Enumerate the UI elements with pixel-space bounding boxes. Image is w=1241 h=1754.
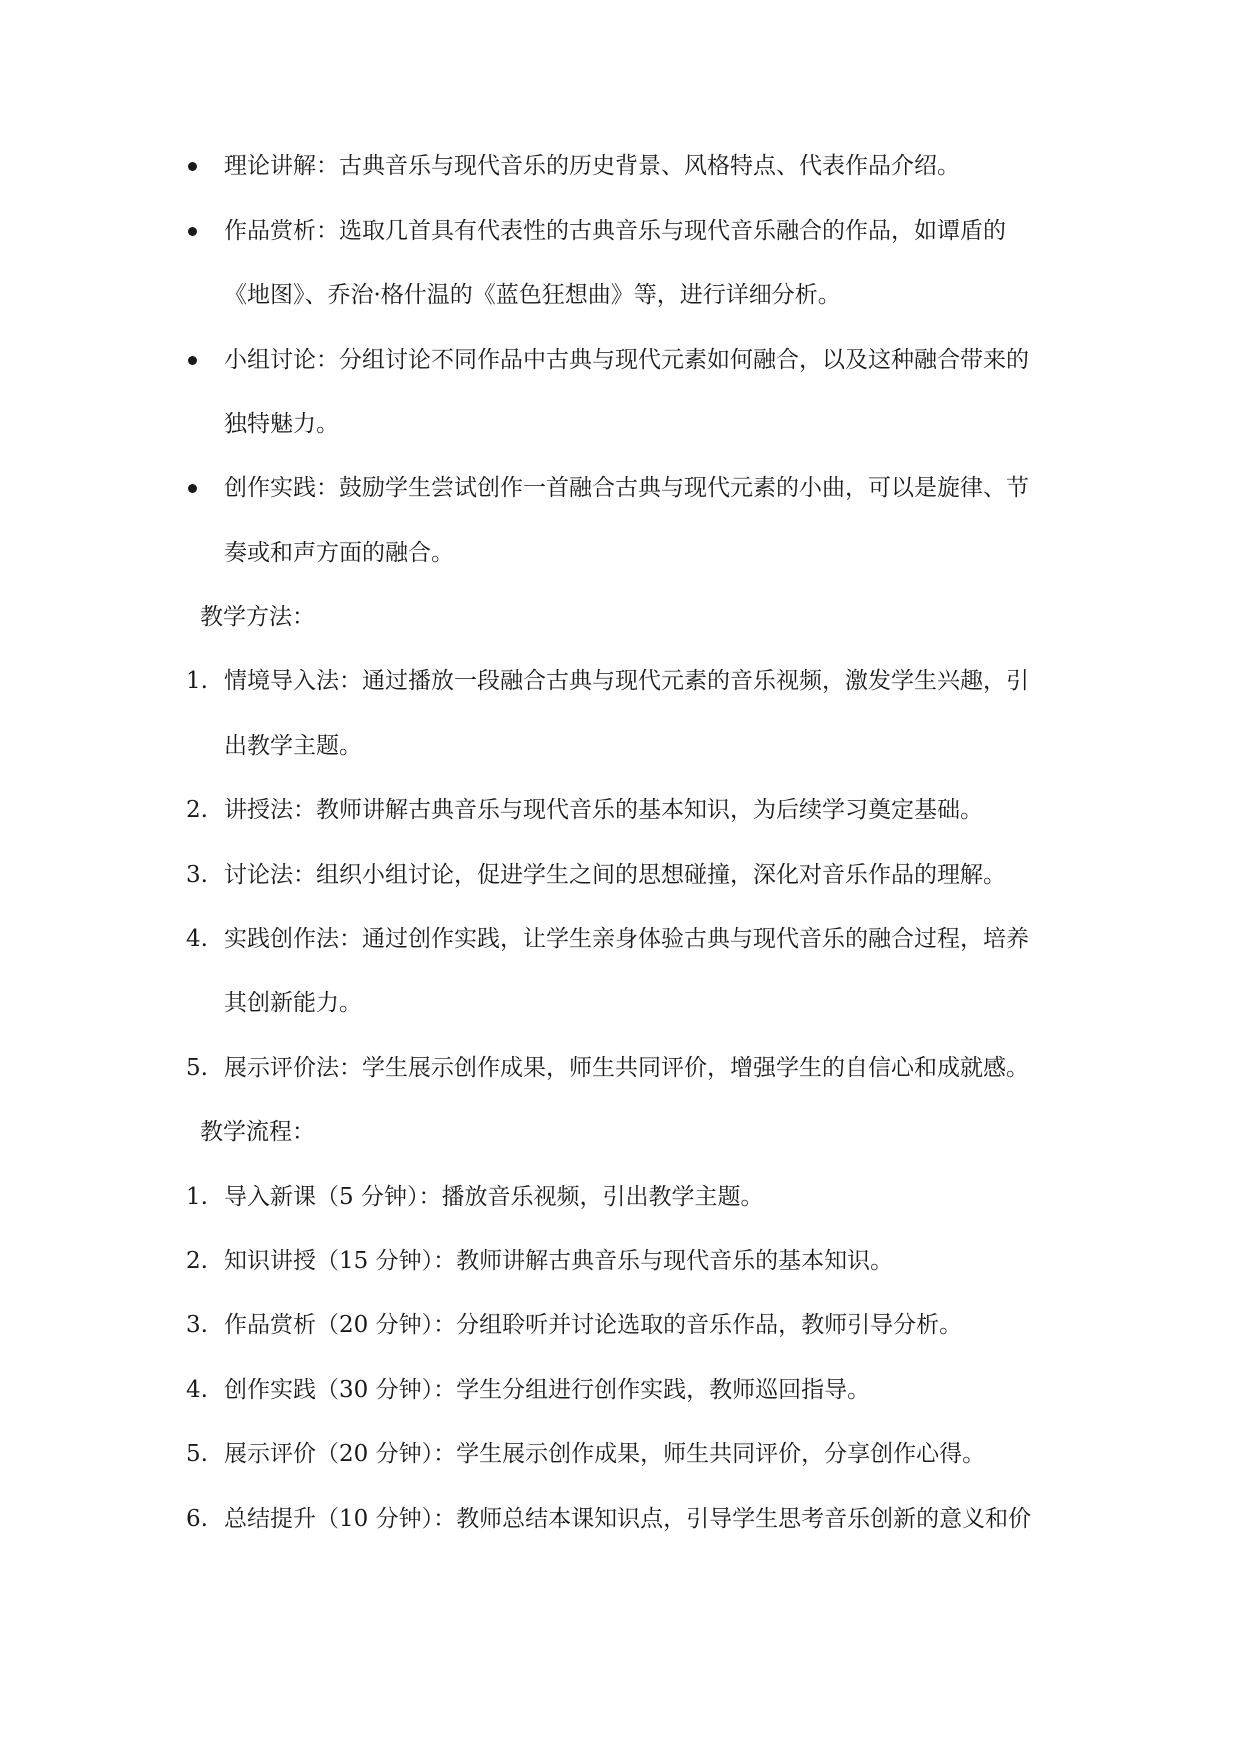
list-item [0,855,1241,895]
list-continuation [0,983,1241,1023]
bullet-text: 小组讨论：分组讨论不同作品中古典与现代元素如何融合，以及这种融合带来的 [224,347,1029,373]
list-number: 4. [186,1377,208,1403]
list-item [0,1177,1241,1217]
bullet-text: 独特魅力。 [224,411,339,437]
heading-text: 教学流程： [200,1119,315,1145]
list-text: 其创新能力。 [224,990,362,1016]
list-item [0,1305,1241,1345]
list-text: 总结提升（10 分钟）：教师总结本课知识点，引导学生思考音乐创新的意义和价 [224,1506,1032,1532]
list-text: 讲授法：教师讲解古典音乐与现代音乐的基本知识，为后续学习奠定基础。 [224,797,983,823]
bullet-text: 作品赏析：选取几首具有代表性的古典音乐与现代音乐融合的作品，如谭盾的 [224,218,1006,244]
section-heading-methods [0,597,1241,637]
list-item [0,790,1241,830]
list-item [0,1370,1241,1410]
list-number: 1. [186,1184,208,1210]
bullet-item [0,146,1241,186]
list-text: 导入新课（5 分钟）：播放音乐视频，引出教学主题。 [224,1184,764,1210]
list-number: 1. [186,668,208,694]
bullet-continuation [0,275,1241,315]
list-number: 2. [186,797,208,823]
list-number: 4. [186,926,208,952]
bullet-text: 奏或和声方面的融合。 [224,540,454,566]
list-text: 展示评价（20 分钟）：学生展示创作成果，师生共同评价，分享创作心得。 [224,1441,986,1467]
list-text: 出教学主题。 [224,733,362,759]
list-item [0,919,1241,959]
list-item [0,1241,1241,1281]
bullet-continuation [0,533,1241,573]
bullet-item [0,468,1241,508]
bullet-continuation [0,404,1241,444]
bullet-text: 《地图》、乔治·格什温的《蓝色狂想曲》等，进行详细分析。 [224,282,841,308]
bullet-icon [188,227,197,236]
bullet-icon [188,356,197,365]
list-item [0,1434,1241,1474]
bullet-icon [188,484,197,493]
list-number: 5. [186,1441,208,1467]
bullet-item [0,340,1241,380]
list-text: 创作实践（30 分钟）：学生分组进行创作实践，教师巡回指导。 [224,1377,871,1403]
list-text: 讨论法：组织小组讨论，促进学生之间的思想碰撞，深化对音乐作品的理解。 [224,862,1006,888]
list-number: 5. [186,1055,208,1081]
bullet-text: 创作实践：鼓励学生尝试创作一首融合古典与现代元素的小曲，可以是旋律、节 [224,475,1029,501]
list-text: 展示评价法：学生展示创作成果，师生共同评价，增强学生的自信心和成就感。 [224,1055,1029,1081]
list-text: 知识讲授（15 分钟）：教师讲解古典音乐与现代音乐的基本知识。 [224,1248,894,1274]
list-number: 6. [186,1506,208,1532]
list-item [0,1499,1241,1539]
list-text: 实践创作法：通过创作实践，让学生亲身体验古典与现代音乐的融合过程，培养 [224,926,1029,952]
bullet-text: 理论讲解：古典音乐与现代音乐的历史背景、风格特点、代表作品介绍。 [224,153,960,179]
section-heading-process [0,1112,1241,1152]
bullet-item [0,211,1241,251]
list-item [0,661,1241,701]
list-continuation [0,726,1241,766]
list-text: 作品赏析（20 分钟）：分组聆听并讨论选取的音乐作品，教师引导分析。 [224,1312,963,1338]
list-number: 3. [186,1312,208,1338]
list-number: 2. [186,1248,208,1274]
list-text: 情境导入法：通过播放一段融合古典与现代元素的音乐视频，激发学生兴趣，引 [224,668,1029,694]
list-number: 3. [186,862,208,888]
bullet-icon [188,162,197,171]
list-item [0,1048,1241,1088]
heading-text: 教学方法： [200,604,315,630]
